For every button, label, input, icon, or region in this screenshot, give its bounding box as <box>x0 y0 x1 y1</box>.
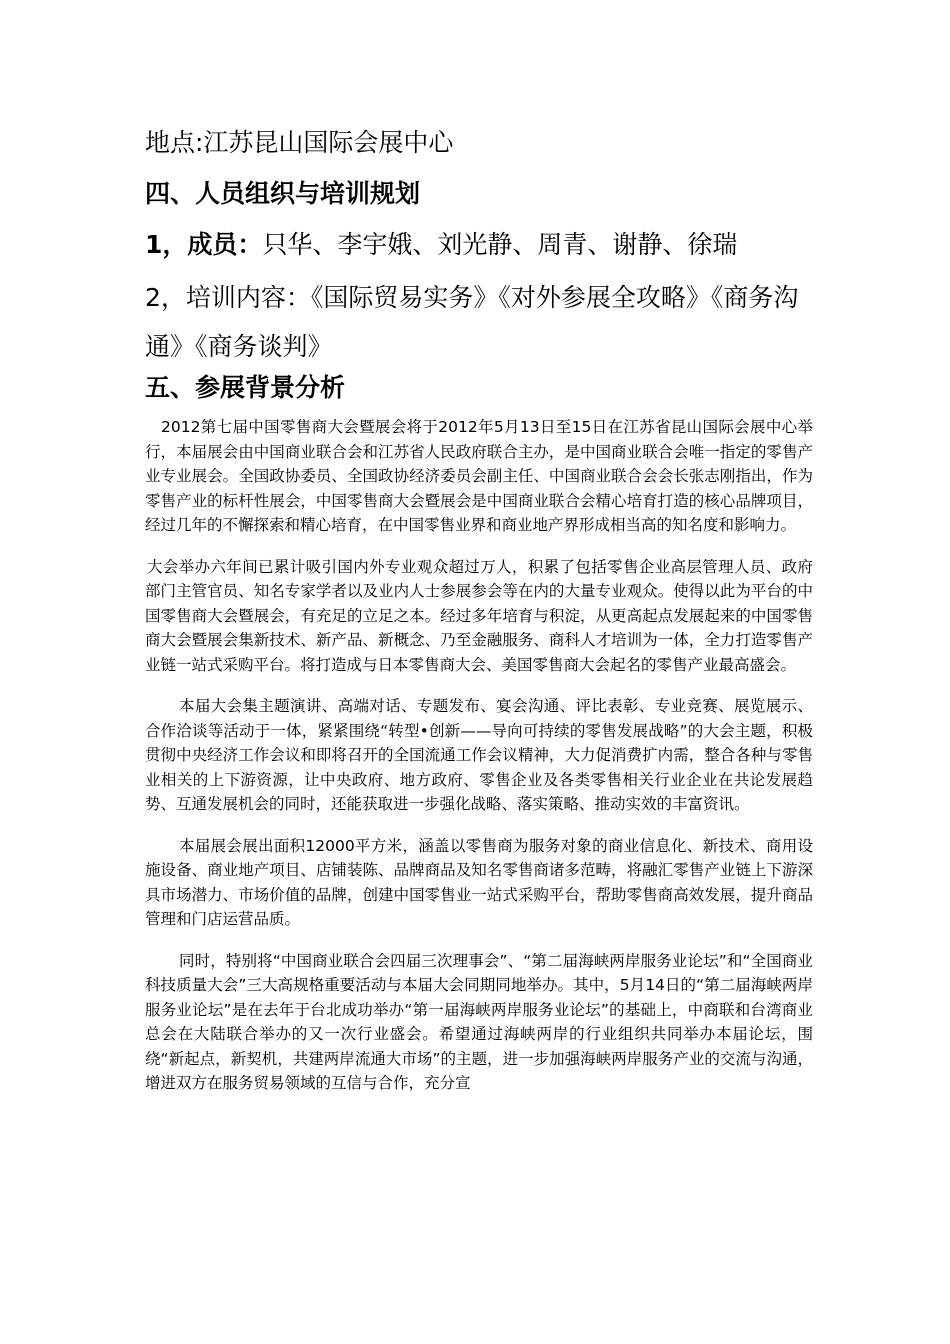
training-line: 2，培训内容：《国际贸易实务》《对外参展全攻略》《商务沟通》《商务谈判》 <box>145 283 799 361</box>
section-5-heading: 五、参展背景分析 <box>145 373 346 402</box>
paragraph-4: 本届展会展出面积12000平方米，涵盖以零售商为服务对象的商业信息化、新技术、商用设施设备、商业地产项目、店铺装陈、品牌商品及知名零售商诸多范畴，将融汇零售产业链上下游深具市场潜力、市场价值的品牌，创建中国零售业一站式采购平台，帮助零售商高效发展，提升商品管理和门店运营品质。 <box>145 836 813 928</box>
members-names: 只华、李宇娥、刘光静、周青、谢静、徐瑞 <box>262 230 738 259</box>
paragraph-2: 大会举办六年间已累计吸引国内外专业观众超过万人，积累了包括零售企业高层管理人员、政府部门主管官员、知名专家学者以及业内人士参展参会等在内的大量专业观众。使得以此为平台的中国零售商大会暨展会，有充足的立足之本。经过多年培育与积淀，从更高起点发展起来的中国零售商大会暨展会集新技术、新产品、新概念、乃至金融服务、商科人才培训为一体，全力打造零售产业链一站式采购平台。将打造成与日本零售商大会、美国零售商大会起名的零售产业最高盛会。 <box>145 557 813 674</box>
paragraph-3: 本届大会集主题演讲、高端对话、专题发布、宴会沟通、评比表彰、专业竞赛、展览展示、合作洽谈等活动于一体，紧紧围绕“转型•创新——导向可持续的零售发展战略”的大会主题，积极贯彻中央经济工作会议和即将召开的全国流通工作会议精神，大力促消费扩内需，整合各种与零售业相关的上下游资源，让中央政府、地方政府、零售企业及各类零售相关行业企业在共论发展趋势、互通发展机会的同时，还能获取进一步强化战略、落实策略、推动实效的丰富资讯。 <box>145 697 813 813</box>
members-number: 1， <box>145 230 188 259</box>
members-line <box>145 230 813 260</box>
document-page <box>145 128 813 1096</box>
section-4-heading: 四、人员组织与培训规划 <box>145 179 421 208</box>
paragraph-5: 同时，特别将“中国商业联合会四届三次理事会”、“第二届海峡两岸服务业论坛”和“全国商业科技质量大会”三大高规格重要活动与本届大会同期同地举办。其中，5月14日的“第二届海峡两岸服务业论坛”是在去年于台北成功举办“第一届海峡两岸服务业论坛”的基础上，中商联和台湾商业总会在大陆联合举办的又一次行业盛会。希望通过海峡两岸的行业组织共同举办本届论坛，围绕“新起点，新契机，共建两岸流通大市场”的主题，进一步加强海峡两岸服务产业的交流与沟通，增进双方在服务贸易领域的互信与合作，充分宣 <box>145 951 813 1092</box>
members-label: 成员： <box>187 230 263 259</box>
paragraph-1: 2012第七届中国零售商大会暨展会将于2012年5月13日至15日在江苏省昆山国际会展中心举行，本届展会由中国商业联合会和江苏省人民政府联合主办，是中国商业联合会唯一指定的零售产业专业展会。全国政协委员、全国政协经济委员会副主任、中国商业联合会会长张志刚指出，作为零售产业的标杆性展会，中国零售商大会暨展会是中国商业联合会精心培育打造的核心品牌项目，经过几年的不懈探索和精心培育，在中国零售业界和商业地产界形成相当高的知名度和影响力。 <box>145 418 813 534</box>
location-line: 地点:江苏昆山国际会展中心 <box>145 128 454 157</box>
